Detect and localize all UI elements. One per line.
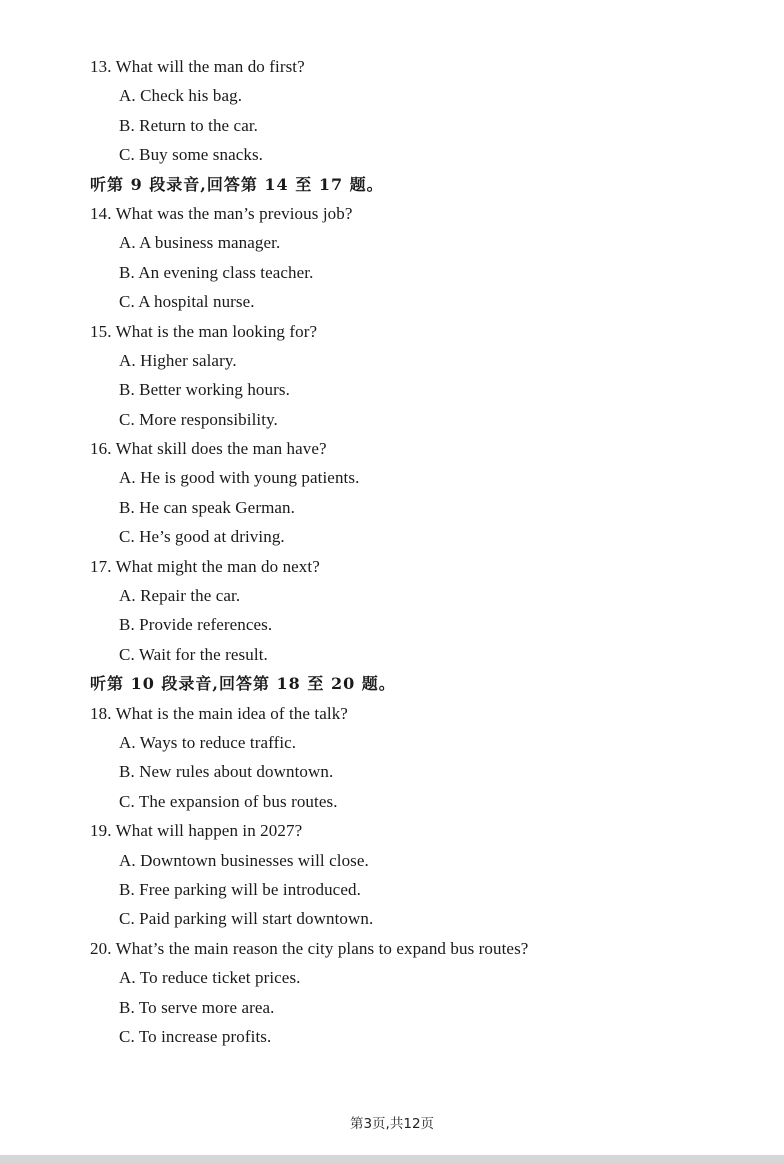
answer-option: A. He is good with young patients. bbox=[119, 468, 360, 488]
answer-option: A. Repair the car. bbox=[119, 586, 241, 606]
question-text: 15. What is the man looking for? bbox=[90, 321, 318, 341]
section-instruction: 听第 10 段录音,回答第 18 至 20 题。 bbox=[90, 674, 396, 694]
answer-option: C. Wait for the result. bbox=[119, 644, 268, 664]
bottom-divider bbox=[0, 1155, 784, 1164]
answer-option: B. He can speak German. bbox=[119, 497, 296, 517]
answer-option: A. To reduce ticket prices. bbox=[119, 968, 301, 988]
answer-option: C. He’s good at driving. bbox=[119, 527, 285, 547]
answer-option: C. More responsibility. bbox=[119, 409, 278, 429]
section-instruction: 听第 9 段录音,回答第 14 至 17 题。 bbox=[90, 174, 384, 194]
answer-option: A. Higher salary. bbox=[119, 350, 237, 370]
answer-option: A. A business manager. bbox=[119, 233, 281, 253]
answer-option: C. Paid parking will start downtown. bbox=[119, 909, 374, 929]
answer-option: C. A hospital nurse. bbox=[119, 292, 255, 312]
answer-option: B. Provide references. bbox=[119, 615, 273, 635]
answer-option: B. Return to the car. bbox=[119, 115, 259, 135]
answer-option: B. Free parking will be introduced. bbox=[119, 879, 361, 899]
question-text: 19. What will happen in 2027? bbox=[90, 821, 303, 841]
answer-option: A. Ways to reduce traffic. bbox=[119, 732, 297, 752]
question-text: 14. What was the man’s previous job? bbox=[90, 203, 353, 223]
answer-option: C. The expansion of bus routes. bbox=[119, 791, 338, 811]
answer-option: C. To increase profits. bbox=[119, 1026, 272, 1046]
answer-option: B. Better working hours. bbox=[119, 380, 290, 400]
question-text: 17. What might the man do next? bbox=[90, 556, 320, 576]
question-text: 13. What will the man do first? bbox=[90, 57, 305, 76]
answer-option: A. Downtown businesses will close. bbox=[119, 850, 369, 870]
answer-option: C. Buy some snacks. bbox=[119, 145, 264, 165]
page-number: 第3页,共12页 bbox=[349, 1116, 435, 1132]
answer-option: B. New rules about downtown. bbox=[119, 762, 334, 782]
question-text: 20. What’s the main reason the city plans to expand bus routes? bbox=[90, 938, 529, 958]
answer-option: B. To serve more area. bbox=[119, 997, 275, 1017]
question-list bbox=[0, 52, 784, 1051]
answer-option: A. Check his bag. bbox=[119, 86, 243, 106]
answer-option: B. An evening class teacher. bbox=[119, 262, 314, 282]
question-text: 18. What is the main idea of the talk? bbox=[90, 703, 348, 723]
question-text: 16. What skill does the man have? bbox=[90, 439, 327, 459]
